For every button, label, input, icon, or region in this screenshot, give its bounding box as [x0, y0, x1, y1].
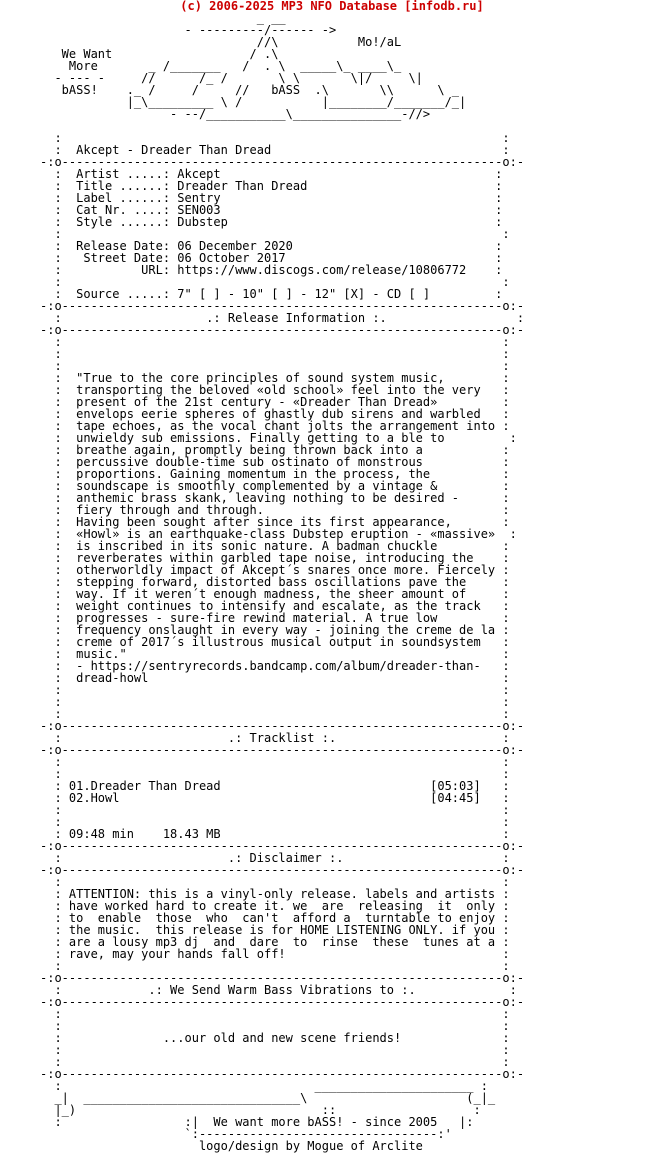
nfo-line: : :	[40, 875, 510, 889]
nfo-line: : Street Date: 06 October 2017 :	[40, 251, 503, 265]
nfo-line: -:o-------------------------------------------------------------o:-	[40, 971, 525, 985]
nfo-line: : :	[40, 227, 510, 241]
nfo-line: //\ Mo!/aL	[40, 35, 402, 49]
nfo-line: : Artist .....: Akcept :	[40, 167, 503, 181]
nfo-line: : creme of 2017´s illustrous musical output in soundsystem :	[40, 635, 510, 649]
nfo-line: : :	[40, 335, 510, 349]
nfo-line: `:---------------------------------:'	[40, 1127, 452, 1141]
nfo-line: - --/___________\_______________-//>	[40, 107, 431, 121]
nfo-line: : :	[40, 803, 510, 817]
nfo-line: : .: Tracklist :. :	[40, 731, 510, 745]
nfo-document	[40, 12, 524, 1152]
nfo-line: : :	[40, 1019, 510, 1033]
nfo-line: |_) :: :	[40, 1103, 481, 1117]
nfo-line: : "True to the core principles of sound system music, :	[40, 371, 510, 385]
nfo-line: : 09:48 min 18.43 MB :	[40, 827, 510, 841]
nfo-line: |_\_________ \ / |________/_______/_|	[40, 95, 467, 109]
nfo-line: : percussive double-time sub ostinato of monstrous :	[40, 455, 510, 469]
nfo-line: : envelops eerie spheres of ghastly dub sirens and warbled :	[40, 407, 510, 421]
nfo-line: _ __	[40, 11, 286, 25]
nfo-line: More _ /_______ / . \ _____\_ ____\_	[40, 59, 402, 73]
nfo-line: : Label ......: Sentry :	[40, 191, 503, 205]
nfo-line: : the music. this release is for HOME LISTENING ONLY. if you :	[40, 923, 510, 937]
nfo-line: : .: Disclaimer :. :	[40, 851, 510, 865]
nfo-line: -:o-------------------------------------------------------------o:-	[40, 743, 525, 757]
nfo-line: : to enable those who can't afford a turntable to enjoy :	[40, 911, 510, 925]
nfo-line: : Release Date: 06 December 2020 :	[40, 239, 503, 253]
nfo-line: : proportions. Gaining momentum in the process, the :	[40, 467, 510, 481]
nfo-line: : reverberates within garbled tape noise, introducing the :	[40, 551, 510, 565]
nfo-line: : ATTENTION: this is a vinyl-only release. labels and artists :	[40, 887, 510, 901]
nfo-line: : dread-howl :	[40, 671, 510, 685]
nfo-line: -:o-------------------------------------------------------------o:-	[40, 1067, 525, 1081]
nfo-line: bASS! ._ / / // bASS .\ \\ \ _	[40, 83, 460, 97]
nfo-line: : URL: https://www.discogs.com/release/10806772 :	[40, 263, 503, 277]
nfo-line: : ______________________ :	[40, 1079, 488, 1093]
nfo-line: : have worked hard to create it. we are releasing it only :	[40, 899, 510, 913]
nfo-line: : Having been sought after since its first appearance, :	[40, 515, 510, 529]
nfo-line: We Want / .\	[40, 47, 279, 61]
nfo-line: : :	[40, 1007, 510, 1021]
nfo-line: : .: Release Information :. :	[40, 311, 525, 325]
nfo-line: : :	[40, 275, 510, 289]
nfo-line: : weight continues to intensify and escalate, as the track :	[40, 599, 510, 613]
nfo-line: : :	[40, 695, 510, 709]
nfo-line: : are a lousy mp3 dj and dare to rinse these tunes at a :	[40, 935, 510, 949]
nfo-line: : present of the 21st century - «Dreader Than Dread» :	[40, 395, 510, 409]
nfo-line: -:o-------------------------------------------------------------o:-	[40, 155, 525, 169]
nfo-line: : Cat Nr. ....: SEN003 :	[40, 203, 503, 217]
nfo-line: : transporting the beloved «old school» feel into the very :	[40, 383, 510, 397]
nfo-line: logo/design by Mogue of Arclite	[40, 1139, 423, 1153]
nfo-line: : breathe again, promptly being thrown back into a :	[40, 443, 510, 457]
nfo-line: : tape echoes, as the vocal chant jolts the arrangement into :	[40, 419, 510, 433]
nfo-line: : otherworldly impact of Akcept´s snares once more. Fiercely :	[40, 563, 510, 577]
nfo-line: : - https://sentryrecords.bandcamp.com/album/dreader-than- :	[40, 659, 510, 673]
nfo-line: -:o-------------------------------------------------------------o:-	[40, 863, 525, 877]
nfo-line: : 02.Howl [04:45] :	[40, 791, 510, 805]
nfo-line: : progresses - sure-fire rewind material. A true low :	[40, 611, 510, 625]
nfo-line: : :	[40, 131, 510, 145]
nfo-line: -:o-------------------------------------------------------------o:-	[40, 719, 525, 733]
nfo-line: : ...our old and new scene friends! :	[40, 1031, 510, 1045]
nfo-line: -:o-------------------------------------------------------------o:-	[40, 299, 525, 313]
nfo-line: : fiery through and through. :	[40, 503, 510, 517]
nfo-line: : Title ......: Dreader Than Dread :	[40, 179, 503, 193]
nfo-line: : music." :	[40, 647, 510, 661]
nfo-line: : unwieldy sub emissions. Finally getting to a ble to :	[40, 431, 517, 445]
nfo-line: -:o-------------------------------------------------------------o:-	[40, 995, 525, 1009]
nfo-line: : way. If it weren´t enough madness, the sheer amount of :	[40, 587, 510, 601]
nfo-line: : Source .....: 7" [ ] - 10" [ ] - 12" [X] - CD [ ] :	[40, 287, 503, 301]
nfo-line: : :	[40, 1055, 510, 1069]
nfo-line: : rave, may your hands fall off! :	[40, 947, 510, 961]
nfo-line: : :	[40, 683, 510, 697]
nfo-line: : :	[40, 347, 510, 361]
nfo-line: _| ______________________________\ (_|_	[40, 1091, 496, 1105]
nfo-line: : is inscribed in its sonic nature. A badman chuckle :	[40, 539, 510, 553]
nfo-line: : Style ......: Dubstep :	[40, 215, 503, 229]
nfo-line: : Akcept - Dreader Than Dread :	[40, 143, 510, 157]
nfo-line: : stepping forward, distorted bass oscillations pave the :	[40, 575, 510, 589]
nfo-line: : soundscape is smoothly complemented by a vintage & :	[40, 479, 510, 493]
nfo-line: : :	[40, 755, 510, 769]
nfo-line: : :	[40, 707, 510, 721]
header-banner: (c) 2006-2025 MP3 NFO Database [infodb.ru]	[180, 0, 484, 13]
nfo-line: : :| We want more bASS! - since 2005 |:	[40, 1115, 474, 1129]
nfo-line: : 01.Dreader Than Dread [05:03] :	[40, 779, 510, 793]
nfo-line: : :	[40, 767, 510, 781]
nfo-line: : :	[40, 359, 510, 373]
nfo-line: : «Howl» is an earthquake-class Dubstep eruption - «massive» :	[40, 527, 517, 541]
nfo-line: : :	[40, 1043, 510, 1057]
nfo-line: : :	[40, 959, 510, 973]
nfo-line: -:o-------------------------------------------------------------o:-	[40, 839, 525, 853]
nfo-line: -:o-------------------------------------------------------------o:-	[40, 323, 525, 337]
nfo-line: - ---------/------ ->	[40, 23, 337, 37]
nfo-line: : frequency onslaught in every way - joining the creme de la :	[40, 623, 510, 637]
nfo-line: : :	[40, 815, 510, 829]
nfo-line: : .: We Send Warm Bass Vibrations to :. :	[40, 983, 517, 997]
nfo-line: - --- - // /_ / \ \ \|/ \|	[40, 71, 423, 85]
nfo-line: : anthemic brass skank, leaving nothing to be desired - :	[40, 491, 510, 505]
